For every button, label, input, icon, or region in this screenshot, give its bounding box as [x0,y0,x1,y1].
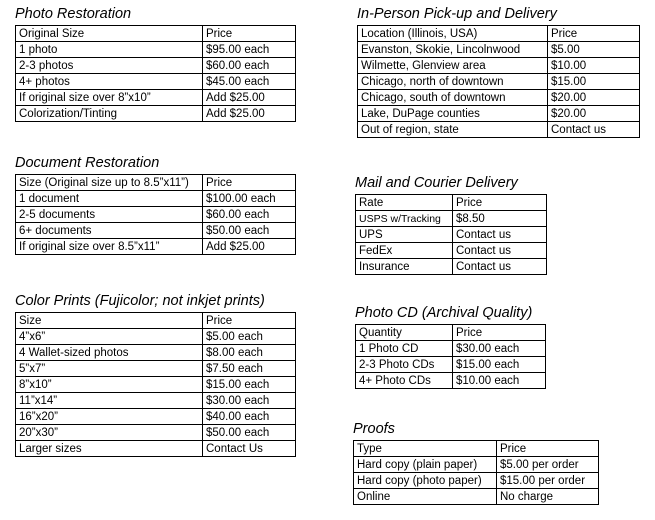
size-cell: 1 photo [16,42,203,58]
table-header-row [358,26,640,42]
table-row [358,106,640,122]
size-cell: 5”x7” [16,361,203,377]
price-cell: $30.00 each [203,393,296,409]
rate-cell: FedEx [356,243,453,259]
price-cell: $15.00 each [453,357,546,373]
table-row [16,90,296,106]
price-cell: Contact us [548,122,640,138]
size-cell: 11”x14” [16,393,203,409]
price-cell: $5.00 [548,42,640,58]
price-cell: $15.00 per order [497,473,599,489]
table-header-row [16,175,296,191]
table-row [354,473,599,489]
location-cell: Out of region, state [358,122,548,138]
table-row [16,409,296,425]
location-cell: Wilmette, Glenview area [358,58,548,74]
header-cell: Price [453,195,547,211]
header-cell: Price [548,26,640,42]
photo-cd-title: Photo CD (Archival Quality) [355,305,533,321]
table-row [16,42,296,58]
table-header-row [354,441,599,457]
table-header-row [16,313,296,329]
price-cell: $50.00 each [203,223,296,239]
price-cell: $20.00 [548,106,640,122]
table-row [356,243,547,259]
price-cell: Add $25.00 [203,106,296,122]
color-prints-section [15,293,296,457]
price-cell: $45.00 each [203,74,296,90]
photo-restoration-table [15,25,296,122]
price-cell: $30.00 each [453,341,546,357]
price-cell: Add $25.00 [203,239,296,255]
table-row [16,393,296,409]
price-cell: $8.00 each [203,345,296,361]
table-row [356,211,547,227]
size-cell: 1 document [16,191,203,207]
price-cell: $100.00 each [203,191,296,207]
proofs-table [353,440,599,505]
table-row [356,373,546,389]
size-cell: 4 Wallet-sized photos [16,345,203,361]
location-cell: Chicago, north of downtown [358,74,548,90]
table-row [354,457,599,473]
price-cell: $7.50 each [203,361,296,377]
quantity-cell: 2-3 Photo CDs [356,357,453,373]
table-header-row [16,26,296,42]
location-cell: Lake, DuPage counties [358,106,548,122]
header-cell: Type [354,441,497,457]
table-row [16,345,296,361]
table-row [16,223,296,239]
table-row [16,58,296,74]
photo-cd-table [355,324,546,389]
table-row [16,441,296,457]
rate-cell: Insurance [356,259,453,275]
table-row [16,361,296,377]
price-cell: $95.00 each [203,42,296,58]
document-restoration-table [15,174,296,255]
table-row [358,90,640,106]
price-cell: $5.00 each [203,329,296,345]
table-row [16,207,296,223]
color-prints-table [15,312,296,457]
size-cell: 2-5 documents [16,207,203,223]
document-restoration-title: Document Restoration [15,155,160,171]
table-row [16,377,296,393]
price-cell: $50.00 each [203,425,296,441]
mail-courier-table [355,194,547,275]
size-cell: If original size over 8”x10” [16,90,203,106]
mail-courier-section [355,175,547,275]
header-cell: Price [453,325,546,341]
price-cell: $15.00 [548,74,640,90]
table-row [356,357,546,373]
size-cell: 4+ photos [16,74,203,90]
color-prints-title: Color Prints (Fujicolor; not inkjet prints) [15,293,265,309]
price-cell: $15.00 each [203,377,296,393]
header-cell: Price [203,26,296,42]
document-restoration-section [15,155,296,255]
price-cell: Contact Us [203,441,296,457]
pickup-delivery-table [357,25,640,138]
price-cell: Add $25.00 [203,90,296,106]
table-row [356,227,547,243]
table-row [356,341,546,357]
type-cell: Hard copy (photo paper) [354,473,497,489]
price-cell: No charge [497,489,599,505]
size-cell: 20”x30” [16,425,203,441]
header-cell: Quantity [356,325,453,341]
size-cell: 16”x20” [16,409,203,425]
header-cell: Size [16,313,203,329]
proofs-section [353,421,599,505]
header-cell: Original Size [16,26,203,42]
table-row [358,42,640,58]
header-cell: Price [203,313,296,329]
price-cell: $20.00 [548,90,640,106]
pickup-delivery-section [357,6,640,138]
table-row [16,425,296,441]
price-cell: $60.00 each [203,58,296,74]
table-row [358,122,640,138]
size-cell: Colorization/Tinting [16,106,203,122]
price-cell: $60.00 each [203,207,296,223]
rate-cell: UPS [356,227,453,243]
table-header-row [356,325,546,341]
table-row [16,239,296,255]
price-cell: $10.00 each [453,373,546,389]
table-header-row [356,195,547,211]
location-cell: Chicago, south of downtown [358,90,548,106]
header-cell: Size (Original size up to 8.5”x11”) [16,175,203,191]
price-cell: $10.00 [548,58,640,74]
size-cell: Larger sizes [16,441,203,457]
table-row [356,259,547,275]
table-row [358,74,640,90]
pickup-delivery-title: In-Person Pick-up and Delivery [357,6,557,22]
mail-courier-title: Mail and Courier Delivery [355,175,518,191]
price-cell: $8.50 [453,211,547,227]
size-cell: If original size over 8.5”x11” [16,239,203,255]
proofs-title: Proofs [353,421,395,437]
header-cell: Price [497,441,599,457]
size-cell: 6+ documents [16,223,203,239]
photo-restoration-title: Photo Restoration [15,6,132,22]
size-cell: 4”x6” [16,329,203,345]
size-cell: 8”x10” [16,377,203,393]
photo-restoration-section [15,6,296,122]
price-cell: $5.00 per order [497,457,599,473]
rate-cell: USPS w/Tracking [356,211,453,227]
size-cell: 2-3 photos [16,58,203,74]
price-cell: Contact us [453,243,547,259]
table-row [16,191,296,207]
price-cell: Contact us [453,227,547,243]
type-cell: Online [354,489,497,505]
header-cell: Price [203,175,296,191]
price-cell: Contact us [453,259,547,275]
header-cell: Location (Illinois, USA) [358,26,548,42]
table-row [354,489,599,505]
price-cell: $40.00 each [203,409,296,425]
quantity-cell: 4+ Photo CDs [356,373,453,389]
type-cell: Hard copy (plain paper) [354,457,497,473]
table-row [16,329,296,345]
header-cell: Rate [356,195,453,211]
table-row [16,106,296,122]
location-cell: Evanston, Skokie, Lincolnwood [358,42,548,58]
photo-cd-section [355,305,546,389]
table-row [16,74,296,90]
quantity-cell: 1 Photo CD [356,341,453,357]
table-row [358,58,640,74]
